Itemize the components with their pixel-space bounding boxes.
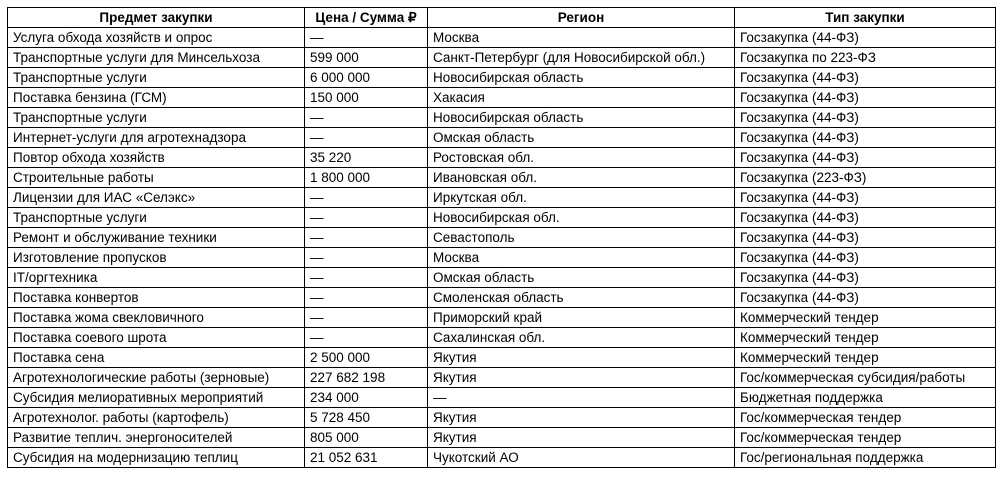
type-cell: Госзакупка (44-ФЗ): [735, 208, 996, 228]
subject-cell: Агротехнологические работы (зерновые): [8, 368, 305, 388]
subject-cell: Развитие теплич. энергоносителей: [8, 428, 305, 448]
price-cell: 805 000: [305, 428, 428, 448]
region-cell: Москва: [428, 248, 735, 268]
type-cell: Коммерческий тендер: [735, 308, 996, 328]
table-row: [8, 228, 996, 248]
type-cell: Госзакупка (44-ФЗ): [735, 108, 996, 128]
region-cell: Санкт-Петербург (для Новосибирской обл.): [428, 48, 735, 68]
price-cell: —: [305, 268, 428, 288]
region-cell: Якутия: [428, 428, 735, 448]
type-cell: Госзакупка (44-ФЗ): [735, 128, 996, 148]
table-header-row: [8, 8, 996, 28]
table-row: [8, 88, 996, 108]
region-cell: Ростовская обл.: [428, 148, 735, 168]
region-cell: Якутия: [428, 368, 735, 388]
price-cell: —: [305, 108, 428, 128]
subject-cell: Субсидия мелиоративных мероприятий: [8, 388, 305, 408]
price-cell: —: [305, 28, 428, 48]
region-cell: —: [428, 388, 735, 408]
header-region: Регион: [428, 8, 735, 28]
table-row: [8, 148, 996, 168]
region-cell: Новосибирская область: [428, 108, 735, 128]
type-cell: Госзакупка (223-ФЗ): [735, 168, 996, 188]
type-cell: Госзакупка (44-ФЗ): [735, 88, 996, 108]
table-row: [8, 288, 996, 308]
subject-cell: Интернет-услуги для агротехнадзора: [8, 128, 305, 148]
table-row: [8, 68, 996, 88]
subject-cell: Субсидия на модернизацию теплиц: [8, 448, 305, 468]
subject-cell: Изготовление пропусков: [8, 248, 305, 268]
price-cell: 599 000: [305, 48, 428, 68]
region-cell: Новосибирская обл.: [428, 208, 735, 228]
procurement-table-container: [7, 7, 996, 468]
subject-cell: Поставка конвертов: [8, 288, 305, 308]
price-cell: —: [305, 328, 428, 348]
type-cell: Бюджетная поддержка: [735, 388, 996, 408]
type-cell: Госзакупка (44-ФЗ): [735, 28, 996, 48]
table-row: [8, 388, 996, 408]
table-row: [8, 408, 996, 428]
table-row: [8, 208, 996, 228]
subject-cell: Поставка сена: [8, 348, 305, 368]
region-cell: Ивановская обл.: [428, 168, 735, 188]
procurement-table: [7, 7, 996, 468]
subject-cell: Транспортные услуги: [8, 208, 305, 228]
type-cell: Гос/коммерческая тендер: [735, 428, 996, 448]
type-cell: Гос/региональная поддержка: [735, 448, 996, 468]
price-cell: 1 800 000: [305, 168, 428, 188]
header-type: Тип закупки: [735, 8, 996, 28]
subject-cell: Транспортные услуги для Минсельхоза: [8, 48, 305, 68]
price-cell: 227 682 198: [305, 368, 428, 388]
table-row: [8, 368, 996, 388]
type-cell: Коммерческий тендер: [735, 328, 996, 348]
price-cell: 6 000 000: [305, 68, 428, 88]
price-cell: 234 000: [305, 388, 428, 408]
type-cell: Госзакупка по 223-ФЗ: [735, 48, 996, 68]
table-row: [8, 328, 996, 348]
table-row: [8, 308, 996, 328]
subject-cell: Услуга обхода хозяйств и опрос: [8, 28, 305, 48]
table-row: [8, 28, 996, 48]
region-cell: Омская область: [428, 268, 735, 288]
subject-cell: Строительные работы: [8, 168, 305, 188]
price-cell: —: [305, 188, 428, 208]
subject-cell: Лицензии для ИАС «Селэкс»: [8, 188, 305, 208]
table-row: [8, 268, 996, 288]
type-cell: Госзакупка (44-ФЗ): [735, 288, 996, 308]
price-cell: 150 000: [305, 88, 428, 108]
table-row: [8, 188, 996, 208]
region-cell: Приморский край: [428, 308, 735, 328]
type-cell: Госзакупка (44-ФЗ): [735, 68, 996, 88]
subject-cell: Ремонт и обслуживание техники: [8, 228, 305, 248]
type-cell: Гос/коммерческая субсидия/работы: [735, 368, 996, 388]
price-cell: 5 728 450: [305, 408, 428, 428]
subject-cell: Транспортные услуги: [8, 68, 305, 88]
type-cell: Госзакупка (44-ФЗ): [735, 248, 996, 268]
region-cell: Чукотский АО: [428, 448, 735, 468]
table-row: [8, 428, 996, 448]
type-cell: Госзакупка (44-ФЗ): [735, 228, 996, 248]
header-subject: Предмет закупки: [8, 8, 305, 28]
type-cell: Гос/коммерческая тендер: [735, 408, 996, 428]
type-cell: Госзакупка (44-ФЗ): [735, 268, 996, 288]
table-row: [8, 108, 996, 128]
price-cell: 21 052 631: [305, 448, 428, 468]
price-cell: —: [305, 248, 428, 268]
price-cell: 2 500 000: [305, 348, 428, 368]
price-cell: —: [305, 288, 428, 308]
region-cell: Якутия: [428, 348, 735, 368]
subject-cell: Поставка соевого шрота: [8, 328, 305, 348]
region-cell: Омская область: [428, 128, 735, 148]
type-cell: Коммерческий тендер: [735, 348, 996, 368]
subject-cell: Агротехнолог. работы (картофель): [8, 408, 305, 428]
table-row: [8, 168, 996, 188]
region-cell: Сахалинская обл.: [428, 328, 735, 348]
region-cell: Севастополь: [428, 228, 735, 248]
table-row: [8, 448, 996, 468]
region-cell: Москва: [428, 28, 735, 48]
subject-cell: Поставка жома свекловичного: [8, 308, 305, 328]
table-row: [8, 348, 996, 368]
type-cell: Госзакупка (44-ФЗ): [735, 188, 996, 208]
price-cell: —: [305, 128, 428, 148]
subject-cell: Поставка бензина (ГСМ): [8, 88, 305, 108]
region-cell: Хакасия: [428, 88, 735, 108]
table-body: [8, 28, 996, 468]
region-cell: Смоленская область: [428, 288, 735, 308]
subject-cell: Транспортные услуги: [8, 108, 305, 128]
table-row: [8, 128, 996, 148]
header-price: Цена / Сумма ₽: [305, 8, 428, 28]
subject-cell: IT/оргтехника: [8, 268, 305, 288]
table-row: [8, 48, 996, 68]
region-cell: Якутия: [428, 408, 735, 428]
region-cell: Новосибирская область: [428, 68, 735, 88]
price-cell: 35 220: [305, 148, 428, 168]
region-cell: Иркутская обл.: [428, 188, 735, 208]
subject-cell: Повтор обхода хозяйств: [8, 148, 305, 168]
price-cell: —: [305, 208, 428, 228]
table-row: [8, 248, 996, 268]
type-cell: Госзакупка (44-ФЗ): [735, 148, 996, 168]
price-cell: —: [305, 308, 428, 328]
price-cell: —: [305, 228, 428, 248]
